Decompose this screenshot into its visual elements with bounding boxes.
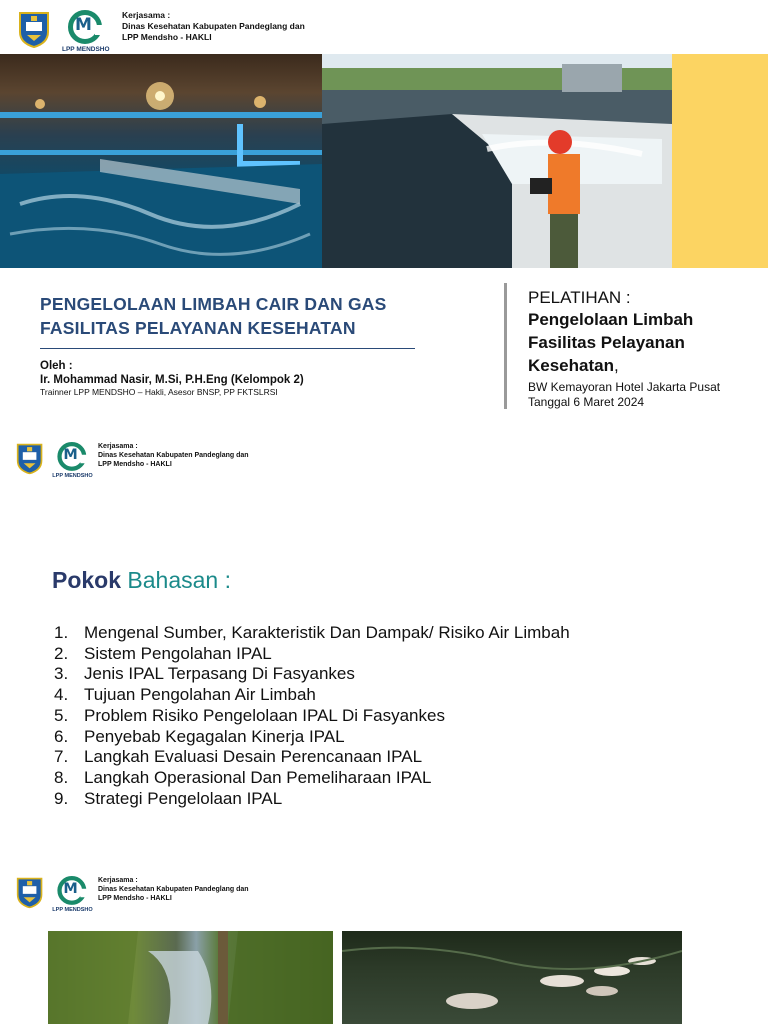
section-heading: Pokok Bahasan : — [52, 567, 232, 593]
presentation-title-block — [40, 292, 415, 398]
training-venue: BW Kemayoran Hotel Jakarta Pusat Tanggal 6 Maret 2024 — [528, 380, 721, 409]
slide-3 — [0, 862, 768, 1024]
list-item: 3. Jenis IPAL Terpasang Di Fasyankes — [54, 664, 355, 684]
by-label: Oleh : — [40, 360, 73, 372]
polluted-stream-photo — [48, 931, 333, 1024]
vertical-divider — [504, 283, 507, 409]
list-item: 7. Langkah Evaluasi Desain Perencanaan IPAL — [54, 747, 423, 767]
author-name: Ir. Mohammad Nasir, M.Si, P.H.Eng (Kelompok 2) — [40, 374, 304, 386]
wastewater-plant-worker-photo — [322, 54, 672, 268]
list-item: 8. Langkah Operasional Dan Pemeliharaan IPAL — [54, 767, 432, 787]
lpp-mendsho-logo: M LPP MENDSHO — [54, 876, 88, 913]
list-item: 9. Strategi Pengelolaan IPAL — [54, 788, 283, 808]
training-info-block — [528, 288, 758, 410]
wastewater-plant-night-photo — [0, 54, 322, 268]
slide-header — [16, 442, 249, 486]
slide-header — [18, 10, 305, 54]
cooperation-text: Kerjasama : Dinas Kesehatan Kabupaten Pandeglang dan LPP Mendsho - HAKLI — [122, 10, 305, 42]
slide-1 — [0, 0, 768, 420]
list-item: 5. Problem Risiko Pengelolaan IPAL Di Fasyankes — [54, 705, 445, 725]
cooperation-text: Kerjasama : Dinas Kesehatan Kabupaten Pandeglang dan LPP Mendsho - HAKLI — [98, 877, 249, 902]
slide-2 — [0, 425, 768, 855]
lpp-mendsho-logo: M LPP MENDSHO — [54, 442, 88, 479]
slide-header — [16, 876, 249, 920]
dead-fish-water-photo — [342, 931, 682, 1024]
training-label: PELATIHAN : — [528, 288, 631, 307]
presentation-title: PENGELOLAAN LIMBAH CAIR DAN GAS FASILITAS PELAYANAN KESEHATAN — [40, 292, 415, 349]
cooperation-text: Kerjasama : Dinas Kesehatan Kabupaten Pandeglang dan LPP Mendsho - HAKLI — [98, 443, 249, 468]
list-item: 1. Mengenal Sumber, Karakteristik Dan Dampak/ Risiko Air Limbah — [54, 623, 570, 642]
pandeglang-shield-logo — [16, 876, 43, 908]
list-item: 2. Sistem Pengolahan IPAL — [54, 643, 272, 663]
yellow-accent-bar — [672, 54, 768, 268]
author-credentials: Trainner LPP MENDSHO – Hakli, Asesor BNSP, PP FKTSLRSI — [40, 387, 278, 397]
pandeglang-shield-logo — [18, 10, 50, 48]
list-item: 6. Penyebab Kegagalan Kinerja IPAL — [54, 726, 345, 746]
training-title: Pengelolaan Limbah Fasilitas Pelayanan Kesehatan, — [528, 310, 694, 375]
list-item: 4. Tujuan Pengolahan Air Limbah — [54, 685, 316, 705]
topic-list — [54, 623, 570, 809]
pandeglang-shield-logo — [16, 442, 43, 474]
lpp-mendsho-logo: M LPP MENDSHO — [64, 10, 104, 54]
